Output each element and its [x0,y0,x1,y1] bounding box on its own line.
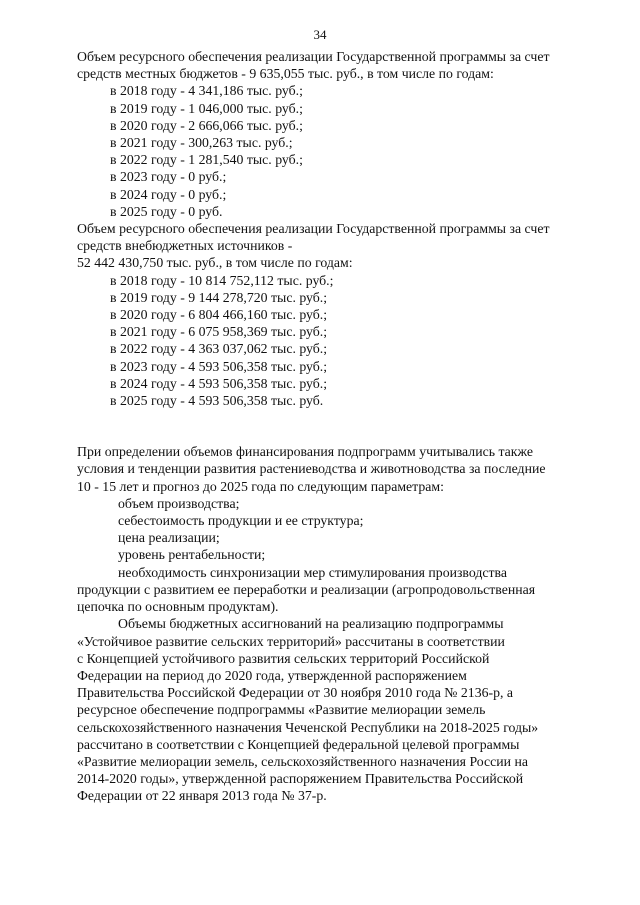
page-number: 34 [313,27,327,42]
extrabudget-year-item: в 2022 году - 4 363 037,062 тыс. руб.; [110,341,328,357]
local-year-item: в 2024 году - 0 руб.; [110,186,227,202]
local-year-item: в 2021 году - 300,263 тыс. руб.; [110,135,293,151]
local-year-item: в 2023 году - 0 руб.; [110,169,227,185]
extrabudget-year-item: в 2021 году - 6 075 958,369 тыс. руб.; [110,324,328,340]
local-year-item: в 2022 году - 1 281,540 тыс. руб.; [110,152,303,168]
extrabudget-year-item: в 2020 году - 6 804 466,160 тыс. руб.; [110,307,328,323]
extrabudget-year-item: в 2018 году - 10 814 752,112 тыс. руб.; [110,272,334,288]
params-intro-line: При определении объемов финансирования подпрограмм учитывались также [77,444,533,460]
param-sync-line: необходимость синхронизации мер стимулирования производства [118,564,507,580]
local-year-item: в 2025 году - 0 руб. [110,203,223,219]
budget-para-line: 2014-2020 годы», утвержденной распоряжением Правительства Российской [77,771,524,787]
extrabudget-line: 52 442 430,750 тыс. руб., в том числе по годам: [77,255,353,271]
local-budget-line: средств местных бюджетов - 9 635,055 тыс. руб., в том числе по годам: [77,66,494,82]
params-intro-line: 10 - 15 лет и прогноз до 2025 года по следующим параметрам: [77,478,444,494]
extrabudget-year-item: в 2025 году - 4 593 506,358 тыс. руб. [110,393,324,409]
extrabudget-year-item: в 2023 году - 4 593 506,358 тыс. руб.; [110,358,328,374]
budget-para-line: Федерации на период до 2020 года, утвержденной распоряжением [77,667,467,683]
extrabudget-year-item: в 2024 году - 4 593 506,358 тыс. руб.; [110,375,328,391]
param-item: уровень рентабельности; [118,547,266,563]
budget-para-line: ресурсное обеспечение подпрограммы «Развитие мелиорации земель [77,702,486,718]
local-year-item: в 2019 году - 1 046,000 тыс. руб.; [110,100,303,116]
parameters-block [77,443,595,615]
params-intro-line: условия и тенденции развития растениеводства и животноводства за последние [77,461,546,477]
param-sync-line: продукции с развитием ее переработки и реализации (агропродовольственная [77,581,536,597]
local-year-item: в 2020 году - 2 666,066 тыс. руб.; [110,117,303,133]
local-year-item: в 2018 году - 4 341,186 тыс. руб.; [110,83,303,99]
param-sync-line: цепочка по основным продуктам). [77,599,279,615]
paragraph-gap [77,409,595,443]
budget-para-line: рассчитано в соответствии с Концепцией федеральной целевой программы [77,736,520,752]
local-budget-line: Объем ресурсного обеспечения реализации Государственной программы за счет [77,49,550,64]
budget-allocations-paragraph [77,615,595,804]
budget-para-line: Федерации от 22 января 2013 года № 37-р. [77,788,327,804]
param-item: цена реализации; [118,530,220,546]
extrabudget-year-item: в 2019 году - 9 144 278,720 тыс. руб.; [110,289,328,305]
document-body [77,48,595,805]
budget-para-line: Правительства Российской Федерации от 30 ноября 2010 года № 2136-р, а [77,685,514,701]
local-budget-block [77,48,595,220]
budget-para-line: с Концепцией устойчивого развития сельских территорий Российской [77,650,490,666]
param-item: себестоимость продукции и ее структура; [118,513,364,529]
extrabudget-line: Объем ресурсного обеспечения реализации Государственной программы за счет [77,221,550,237]
budget-para-line: Объемы бюджетных ассигнований на реализацию подпрограммы [118,616,504,632]
extrabudget-line: средств внебюджетных источников - [77,238,293,254]
budget-para-line: сельскохозяйственного назначения Чеченской Республики на 2018-2025 годы» [77,719,539,735]
budget-para-line: «Устойчивое развитие сельских территорий» рассчитаны в соответствии [77,633,505,649]
param-item: объем производства; [118,495,240,511]
budget-para-line: «Развитие мелиорации земель, сельскохозяйственного назначения России на [77,753,529,769]
extrabudget-block [77,220,595,409]
